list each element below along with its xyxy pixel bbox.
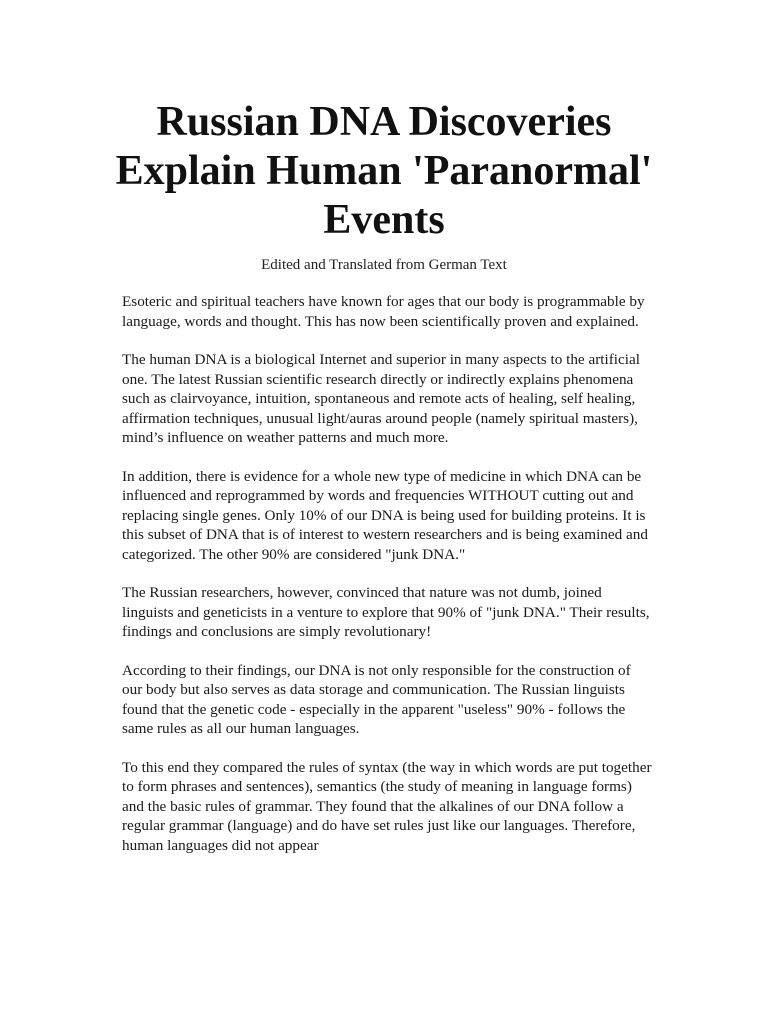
document-body: [122, 292, 652, 874]
paragraph: The Russian researchers, however, convinced that nature was not dumb, joined linguists and geneticists in a venture to explore that 90% of "junk DNA." Their results, findings and conclusions are simply revolutionary!: [122, 584, 650, 640]
paragraph: According to their findings, our DNA is not only responsible for the construction of our body but also serves as data storage and communication. The Russian linguists found that the genetic code - especially in the apparent "useless" 90% - follows the same rules as all our human languages.: [122, 661, 631, 737]
paragraph: In addition, there is evidence for a whole new type of medicine in which DNA can be influenced and reprogrammed by words and frequencies WITHOUT cutting out and replacing single genes. Only 10% of our DNA is being used for building proteins. It is this subset of DNA that is of interest to western researchers and is being examined and categorized. The other 90% are considered "junk DNA.": [122, 467, 648, 563]
paragraph: Esoteric and spiritual teachers have known for ages that our body is programmable by language, words and thought. This has now been scientifically proven and explained.: [122, 293, 645, 330]
paragraph: To this end they compared the rules of syntax (the way in which words are put together to form phrases and sentences), semantics (the study of meaning in language forms) and the basic rules of grammar. They found that the alkalines of our DNA follow a regular grammar (language) and do have set rules just like our languages. Therefore, human languages did not appear: [122, 758, 652, 854]
paragraph: The human DNA is a biological Internet and superior in many aspects to the artificial one. The latest Russian scientific research directly or indirectly explains phenomena such as clairvoyance, intuition, spontaneous and remote acts of healing, self healing, affirmation techniques, unusual light/auras around people (namely spiritual masters), mind’s influence on weather patterns and much more.: [122, 351, 640, 446]
document-title: Russian DNA Discoveries Explain Human 'Paranormal' Events: [115, 99, 653, 243]
document-subtitle: Edited and Translated from German Text: [261, 257, 507, 273]
